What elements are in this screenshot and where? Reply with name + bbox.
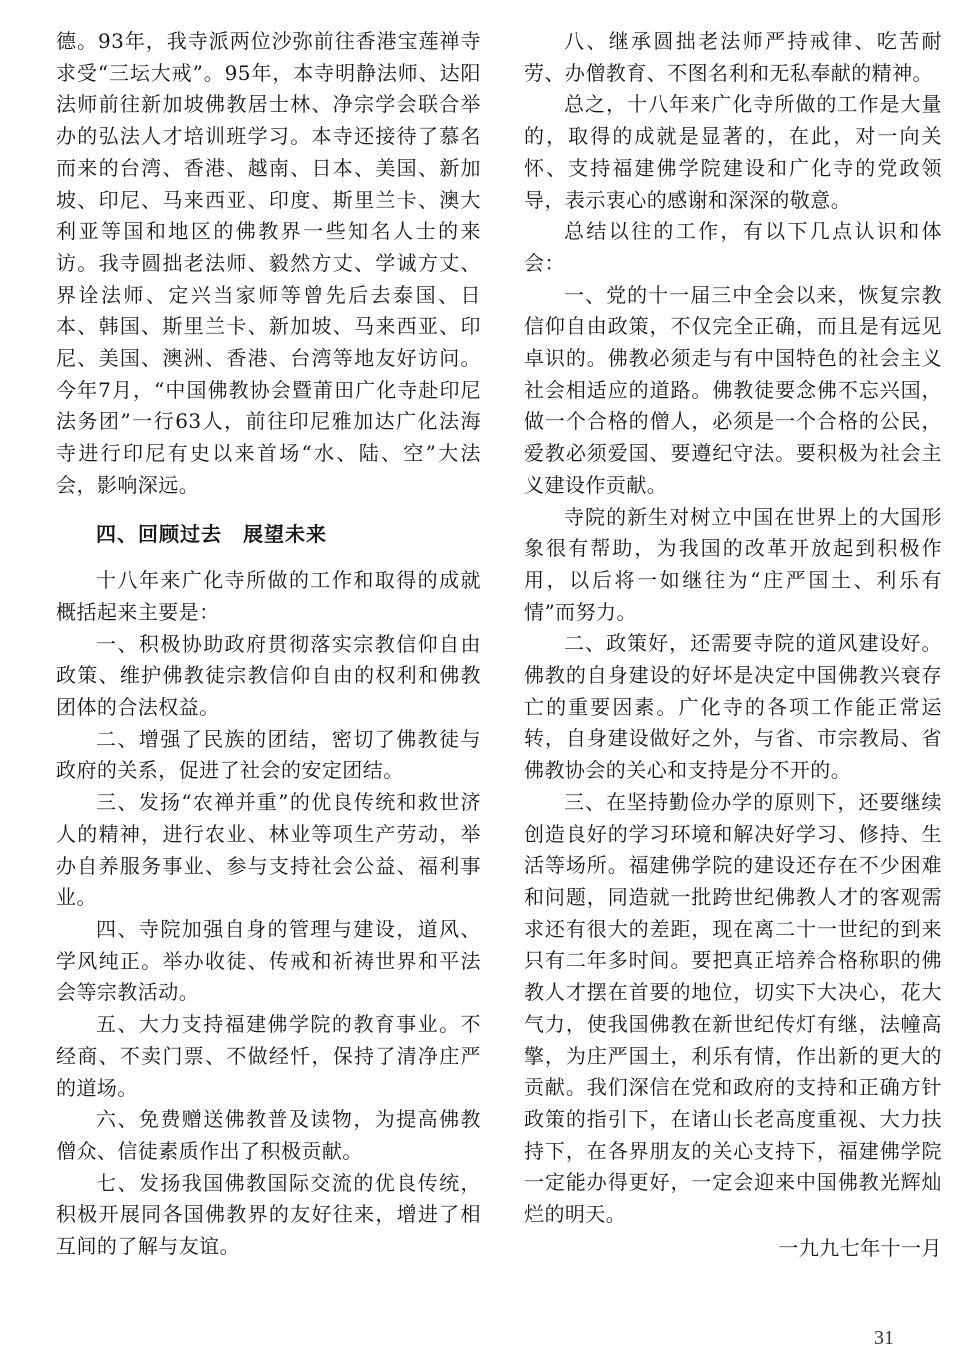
section-heading: 四、回顾过去 展望未来	[96, 521, 327, 546]
paragraph: 总之，十八年来广化寺所做的工作是大量的，取得的成就是显著的，在此，对一向关怀、支持福建佛学院建设和广化寺的党政领导，表示衷心的感谢和深深的敬意。	[524, 92, 942, 212]
paragraph: 三、发扬“农禅并重”的优良传统和救世济人的精神，进行农业、林业等项生产劳动，举办自养服务事业、参与支持社会公益、福利事业。	[56, 790, 481, 910]
right-column	[524, 26, 942, 1264]
paragraph: 三、在坚持勤俭办学的原则下，还要继续创造良好的学习环境和解决好学习、修持、生活等场所。福建佛学院的建设还存在不少困难和问题，同造就一批跨世纪佛教人才的客观需求还有很大的差距，现在离二十一世纪的到来只有二年多时间。要把真正培养合格称职的佛教人才摆在首要的地位，切实下大决心，花大气力，使我国佛教在新世纪传灯有继，法幢高擎，为庄严国土，利乐有情，作出新的更大的贡献。我们深信在党和政府的支持和正确方针政策的指引下，在诸山长老高度重视、大力扶持下，在各界朋友的关心支持下，福建佛学院一定能办得更好，一定会迎来中国佛教光辉灿烂的明天。	[524, 789, 942, 1227]
page-number: 31	[874, 1327, 894, 1349]
paragraph: 德。93年，我寺派两位沙弥前往香港宝莲禅寺求受“三坛大戒”。95年，本寺明静法师、达阳法师前往新加坡佛教居士林、净宗学会联合举办的弘法人才培训班学习。本寺还接待了慕名而来的台湾、香港、越南、日本、美国、新加坡、印尼、马来西亚、印度、斯里兰卡、澳大利亚等国和地区的佛教界一些知名人士的来访。我寺圆拙老法师、毅然方丈、学诚方丈、界诠法师、定兴当家师等曾先后去泰国、日本、韩国、斯里兰卡、新加坡、马来西亚、印尼、美国、澳洲、香港、台湾等地友好访问。今年7月，“中国佛教协会暨莆田广化寺赴印尼法务团”一行63人，前往印尼雅加达广化法海寺进行印尼有史以来首场“水、陆、空”大法会，影响深远。	[56, 29, 481, 497]
left-column	[56, 26, 481, 1263]
paragraph: 二、政策好，还需要寺院的道风建设好。佛教的自身建设的好坏是决定中国佛教兴衰存亡的重要因素。广化寺的各项工作能正常运转，自身建设做好之外，与省、市宗教局、省佛教协会的关心和支持是分不开的。	[524, 631, 942, 783]
paragraph: 二、增强了民族的团结，密切了佛教徒与政府的关系，促进了社会的安定团结。	[56, 726, 481, 783]
paragraph: 总结以往的工作，有以下几点认识和体会：	[524, 219, 942, 275]
paragraph: 十八年来广化寺所做的工作和取得的成就概括起来主要是：	[56, 568, 481, 624]
paragraph: 四、寺院加强自身的管理与建设，道风、学风纯正。举办收徒、传戒和祈祷世界和平法会等宗教活动。	[56, 916, 481, 1005]
paragraph: 一、积极协助政府贯彻落实宗教信仰自由政策、维护佛教徒宗教信仰自由的权利和佛教团体的合法权益。	[56, 631, 481, 720]
paragraph: 七、发扬我国佛教国际交流的优良传统，积极开展同各国佛教界的友好往来，增进了相互间的了解与友谊。	[56, 1170, 481, 1259]
date-line: 一九九七年十一月	[778, 1235, 942, 1260]
paragraph: 八、继承圆拙老法师严持戒律、吃苦耐劳、办僧教育、不图名利和无私奉献的精神。	[524, 29, 942, 85]
paragraph: 六、免费赠送佛教普及读物，为提高佛教僧众、信徒素质作出了积极贡献。	[56, 1107, 481, 1163]
paragraph: 五、大力支持福建佛学院的教育事业。不经商、不卖门票、不做经忏，保持了清净庄严的道场。	[56, 1012, 481, 1100]
paragraph: 寺院的新生对树立中国在世界上的大国形象很有帮助，为我国的改革开放起到积极作用，以后将一如继往为“庄严国土、利乐有情”而努力。	[524, 504, 942, 624]
paragraph: 一、党的十一届三中全会以来，恢复宗教信仰自由政策，不仅完全正确，而且是有远见卓识的。佛教必须走与有中国特色的社会主义社会相适应的道路。佛教徒要念佛不忘兴国，做一个合格的僧人，必须是一个合格的公民，爱教必须爱国、要遵纪守法。要积极为社会主义建设作贡献。	[524, 282, 942, 497]
